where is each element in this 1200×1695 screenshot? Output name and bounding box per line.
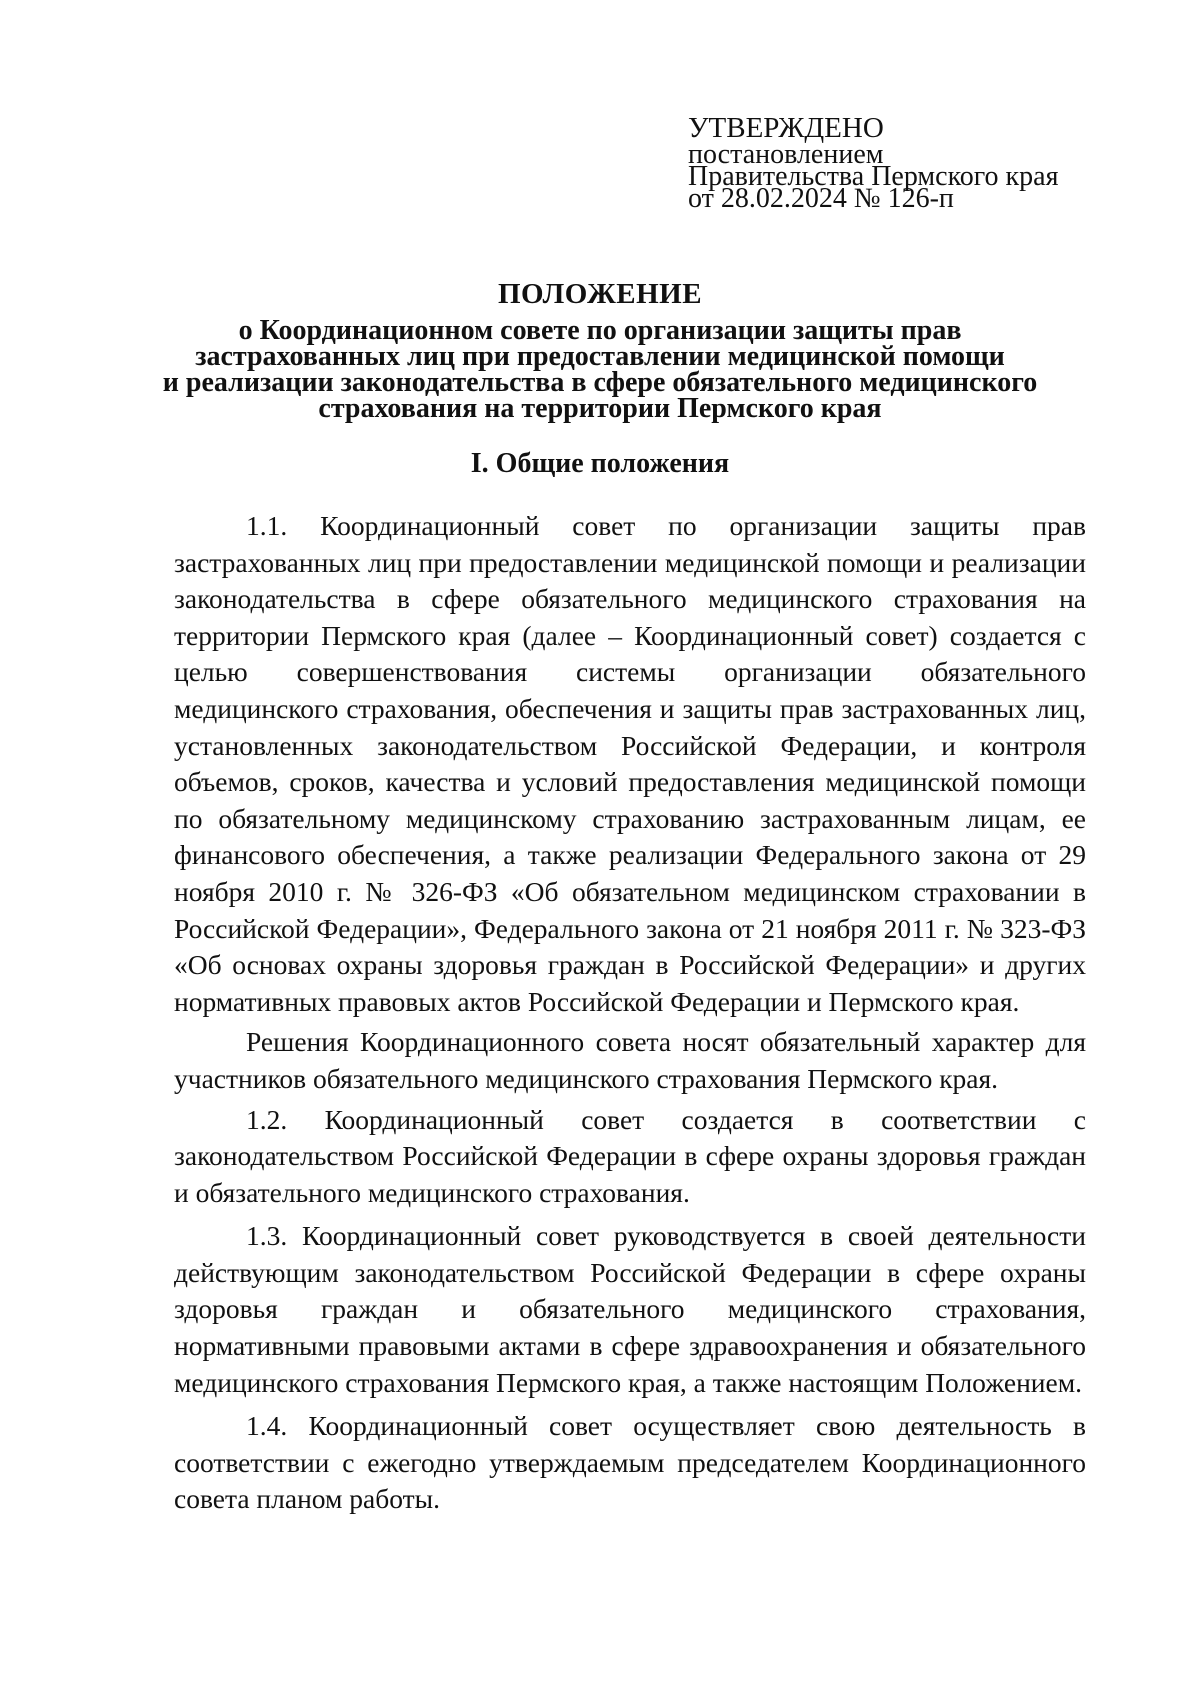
paragraph-1-4: 1.4. Координационный совет осуществляет свою деятельность в соответствии с ежегодно утверждаемым председателем Координационного совета планом работы.: [174, 1410, 1086, 1515]
approval-title: УТВЕРЖДЕНО: [688, 112, 884, 144]
paragraph-1-2: 1.2. Координационный совет создается в соответствии с законодательством Российской Федерации в сфере охраны здоровья граждан и обязательного медицинского страхования.: [174, 1103, 1086, 1208]
document-title: ПОЛОЖЕНИЕ: [497, 278, 703, 310]
subtitle-line: и реализации законодательства в сфере обязательного медицинского: [162, 367, 1038, 398]
paragraph-1-3: 1.3. Координационный совет руководствуется в своей деятельности действующим законодательством Российской Федерации в сфере охраны здоровья граждан и обязательного медицинского страхования, нормативными правовыми актами в сфере здравоохранения и обязательного медицинского страхования Пермского края, а также настоящим Положением.: [174, 1220, 1086, 1398]
paragraph-decisions: Решения Координационного совета носят обязательный характер для участников обязательного медицинского страхования Пермского края.: [174, 1026, 1086, 1094]
subtitle-line: застрахованных лиц при предоставлении медицинской помощи: [195, 341, 1005, 372]
subtitle-line: страхования на территории Пермского края: [318, 393, 882, 424]
approval-line: постановлением: [688, 139, 884, 170]
approval-stamp: [688, 112, 1108, 214]
document-body: [174, 508, 1086, 1518]
approval-date-number: от 28.02.2024 № 126-п: [688, 183, 954, 214]
subtitle-line: о Координационном совете по организации защиты прав: [238, 315, 962, 346]
paragraph-1-1: 1.1. Координационный совет по организации защиты прав застрахованных лиц при предоставлении медицинской помощи и реализации законодательства в сфере обязательного медицинского страхования на территории Пермского края (далее – Координационный совет) создается с целью совершенствования системы организации обязательного медицинского страхования, обеспечения и защиты прав застрахованных лиц, установленных законодательством Российской Федерации, и контроля объемов, сроков, качества и условий предоставления медицинской помощи по обязательному медицинскому страхованию застрахованным лицам, ее финансового обеспечения, а также реализации Федерального закона от 29 ноября 2010 г. № 326-ФЗ «Об обязательном медицинском страховании в Российской Федерации», Федерального закона от 21 ноября 2011 г. № 323-ФЗ «Об основах охраны здоровья граждан в Российской Федерации» и других нормативных правовых актов Российской Федерации и Пермского края.: [174, 510, 1086, 1017]
section-heading: I. Общие положения: [470, 448, 730, 479]
approval-line: Правительства Пермского края: [688, 161, 1059, 192]
document-subtitle: [150, 315, 1050, 424]
